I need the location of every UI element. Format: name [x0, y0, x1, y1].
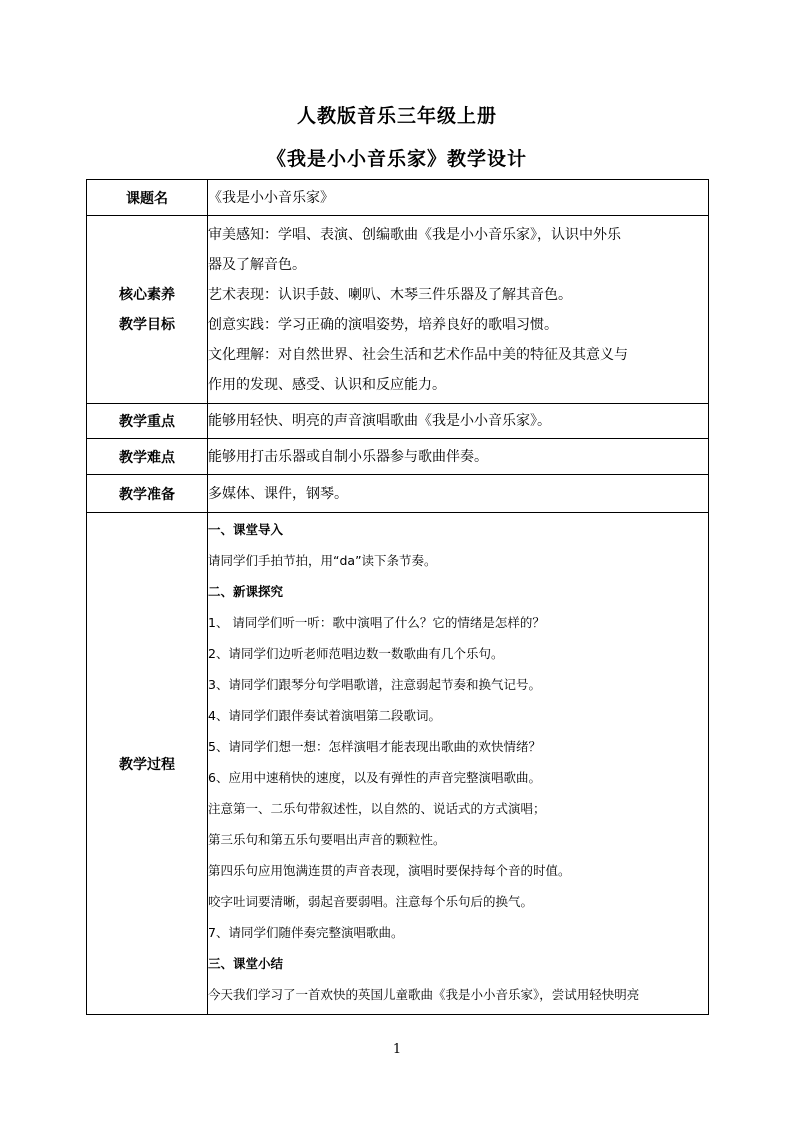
table-row-difficulty [87, 439, 709, 475]
goals-content [208, 216, 709, 404]
topic-label: 课题名 [87, 180, 208, 216]
process-label: 教学过程 [87, 513, 208, 1015]
goals-label [87, 216, 208, 404]
process-line: 第四乐句应用饱满连贯的声音表现，演唱时要保持每个音的时值。 [208, 863, 571, 878]
process-line: 请同学们手拍节拍，用“da”读下条节奏。 [208, 553, 437, 568]
difficulty-value: 能够用打击乐器或自制小乐器参与歌曲伴奏。 [208, 439, 709, 475]
process-line: 注意第一、二乐句带叙述性，以自然的、说话式的方式演唱； [208, 801, 546, 816]
process-line: 4、请同学们跟伴奏试着演唱第二段歌词。 [208, 708, 441, 723]
goals-label-line1: 核心素养 [119, 286, 175, 303]
goals-line: 创意实践：学习正确的演唱姿势，培养良好的歌唱习惯。 [208, 316, 558, 333]
topic-value: 《我是小小音乐家》 [208, 180, 709, 216]
process-line: 今天我们学习了一首欢快的英国儿童歌曲《我是小小音乐家》，尝试用轻快明亮 [208, 987, 640, 1002]
process-line: 3、请同学们跟琴分句学唱歌谱，注意弱起节奏和换气记号。 [208, 677, 541, 692]
preparation-label: 教学准备 [87, 475, 208, 513]
process-line: 6、应用中速稍快的速度，以及有弹性的声音完整演唱歌曲。 [208, 770, 541, 785]
process-heading: 一、课堂导入 [208, 522, 284, 537]
lesson-plan-table [86, 179, 709, 1015]
process-line: 第三乐句和第五乐句要唱出声音的颗粒性。 [208, 832, 446, 847]
process-content [208, 513, 709, 1015]
process-heading: 二、新课探究 [208, 584, 284, 599]
table-row-key-point [87, 404, 709, 439]
page-number: 1 [392, 1042, 402, 1057]
process-line: 咬字吐词要清晰，弱起音要弱唱。注意每个乐句后的换气。 [208, 894, 534, 909]
difficulty-label: 教学难点 [87, 439, 208, 475]
key-point-label: 教学重点 [87, 404, 208, 439]
process-line: 2、请同学们边听老师范唱边数一数歌曲有几个乐句。 [208, 646, 504, 661]
document-title: 人教版音乐三年级上册 [296, 105, 497, 127]
table-row-topic [87, 180, 709, 216]
goals-label-line2: 教学目标 [119, 316, 175, 333]
table-row-preparation [87, 475, 709, 513]
goals-line: 文化理解：对自然世界、社会生活和艺术作品中美的特征及其意义与 [208, 346, 628, 363]
process-line: 7、请同学们随伴奏完整演唱歌曲。 [208, 925, 404, 940]
table-row-goals [87, 216, 709, 404]
goals-line: 审美感知：学唱、表演、创编歌曲《我是小小音乐家》，认识中外乐 [208, 226, 621, 243]
document-subtitle: 《我是小小音乐家》教学设计 [266, 148, 527, 170]
process-line: 1、 请同学们听一听：歌中演唱了什么？它的情绪是怎样的？ [208, 615, 545, 630]
goals-line: 艺术表现：认识手鼓、喇叭、木琴三件乐器及了解其音色。 [208, 286, 572, 303]
key-point-value: 能够用轻快、明亮的声音演唱歌曲《我是小小音乐家》。 [208, 404, 709, 439]
goals-line: 作用的发现、感受、认识和反应能力。 [208, 376, 446, 393]
process-heading: 三、课堂小结 [208, 956, 284, 971]
goals-line: 器及了解音色。 [208, 256, 306, 273]
preparation-value: 多媒体、课件，钢琴。 [208, 475, 709, 513]
process-line: 5、请同学们想一想：怎样演唱才能表现出歌曲的欢快情绪？ [208, 739, 541, 754]
table-row-process [87, 513, 709, 1015]
